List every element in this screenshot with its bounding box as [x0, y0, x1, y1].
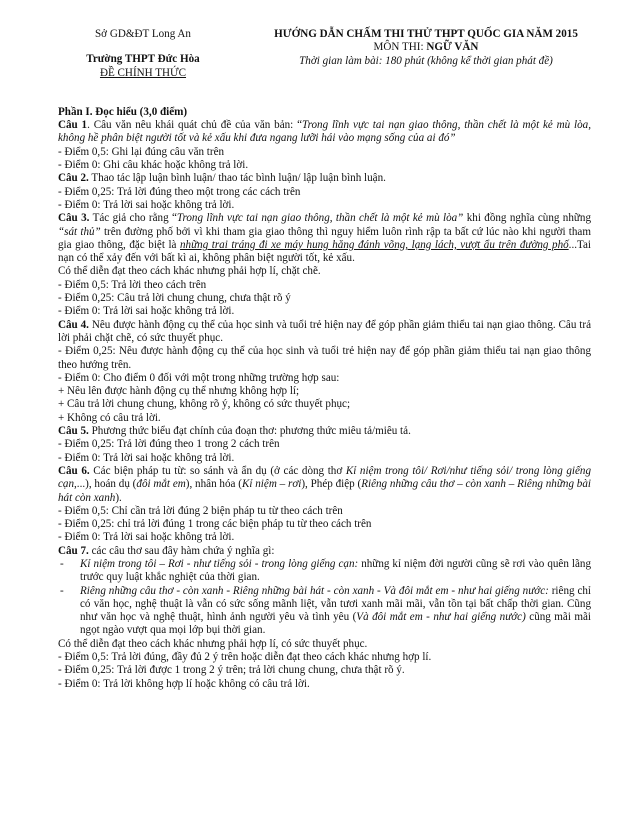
question-label: Câu 4.: [58, 318, 89, 331]
exam-time: Thời gian làm bài: 180 phút (không kể thời gian phát đề): [299, 54, 553, 67]
list-bullet: -: [60, 584, 64, 597]
quote: Và đôi mắt em - như hai giếng nước): [356, 611, 526, 624]
subject-name: NGỮ VĂN: [426, 41, 479, 54]
quote: đôi mắt em: [136, 478, 186, 491]
question-label: Câu 1: [58, 119, 88, 132]
question-text: ), nhân hóa (: [185, 478, 242, 491]
question-text: . Câu văn nêu khái quát chủ đề của văn bản: “: [87, 119, 303, 132]
question-text: trên đường phố bởi vì khi tham gia giao thông thì nguy hiểm luôn rình rập ta bất cứ lúc nào khi người tham gia giao thông, đặc biệt là: [58, 225, 591, 251]
score-line: - Điểm 0,5: Trả lời đúng, đầy đủ 2 ý trên hoặc diễn đạt theo cách khác nhưng hợp lí.: [58, 651, 432, 664]
part-heading: Phần I. Đọc hiểu (3,0 điểm): [58, 105, 188, 118]
question-3: [58, 212, 591, 265]
question-text: ...Tai nạn có thể xảy đến với bất kì ai, không phân biệt người tốt, kẻ xấu.: [58, 238, 591, 265]
question-7: [58, 545, 591, 558]
quote: Kỉ niệm trong tôi – Rơi - như tiếng sỏi - trong lòng giếng cạn:: [80, 557, 359, 570]
question-label: Câu 6.: [58, 464, 90, 477]
score-line: - Điểm 0,25: Trả lời được 1 trong 2 ý trên; trả lời chung chung, chưa thật rõ ý.: [58, 664, 405, 677]
question-label: Câu 5.: [58, 425, 89, 438]
score-line: - Điểm 0,25: Trả lời đúng theo một trong các cách trên: [58, 185, 301, 198]
question-text: ), Phép điệp (: [301, 478, 362, 491]
list-bullet: -: [60, 557, 64, 570]
question-text: Tác giả cho rằng “: [89, 212, 177, 225]
question-5: [58, 425, 591, 438]
question-text: Thao tác lập luận bình luận/ thao tác bình luận/ lập luận bình luận.: [88, 172, 386, 185]
question-label: Câu 7.: [58, 544, 89, 557]
list-item: [58, 558, 591, 585]
score-line: - Điểm 0,5: Ghi lại đúng câu văn trên: [58, 145, 225, 158]
subject-prefix: MÔN THI:: [373, 41, 427, 54]
quote: Trong lĩnh vực tai nạn giao thông, thần chết là một kẻ mù lòa”: [176, 212, 464, 225]
note-line: Có thể diễn đạt theo cách khác nhưng phải hợp lí, có sức thuyết phục.: [58, 637, 368, 650]
question-text: Các biện pháp tu từ: so sánh và ẩn dụ (ở các dòng thơ: [89, 464, 346, 477]
school-name: Trường THPT Đức Hòa: [86, 53, 200, 66]
score-line: - Điểm 0,5: Trả lời theo cách trên: [58, 278, 207, 291]
score-line: - Điểm 0: Trả lời sai hoặc không trả lời.: [58, 451, 235, 464]
score-line: - Điểm 0: Trả lời không hợp lí hoặc không có câu trả lời.: [58, 677, 310, 690]
quote: Kỉ niệm – rơi: [241, 478, 302, 491]
score-line: - Điểm 0: Trả lời sai hoặc không trả lời.: [58, 305, 235, 318]
score-line: - Điểm 0,25: Trả lời đúng theo 1 trong 2 cách trên: [58, 438, 280, 451]
score-line: - Điểm 0: Ghi câu khác hoặc không trả lời.: [58, 159, 249, 172]
question-text: Phương thức biểu đạt chính của đoạn thơ: phương thức miêu tả/miêu tả.: [88, 425, 411, 438]
answer-text: những kỉ niệm đời người cũng sẽ rơi vào quên lãng trước quy luật khắc nghiệt của thời gian.: [80, 557, 591, 584]
question-text: ).: [115, 491, 122, 504]
case-line: + Không có câu trả lời.: [58, 411, 161, 424]
score-line: - Điểm 0: Trả lời sai hoặc không trả lời.: [58, 198, 235, 211]
official-label: ĐỀ CHÍNH THỨC: [99, 66, 187, 79]
case-line: + Câu trả lời chung chung, không rõ ý, không có sức thuyết phục;: [58, 398, 351, 411]
score-line: - Điểm 0: Cho điểm 0 đối với một trong những trường hợp sau:: [58, 371, 340, 384]
quote: Trong lĩnh vực tai nạn giao thông, thần chết là một kẻ mù lòa, không hề phân biệt người tốt và kẻ xấu khi đưa ngang lưỡi hái vào mạng sống của ai đó”: [58, 119, 591, 145]
question-1: [58, 119, 591, 146]
quote: Riêng những câu thơ - còn xanh - Riêng những bài hát - còn xanh - Và đôi mắt em - như hai giếng nước:: [80, 584, 549, 597]
score-line: - Điểm 0,25: Nêu được hành động cụ thể của học sinh và tuổi trẻ hiện nay để góp phần giảm thiểu tai nạn giao thông theo hướng trên.: [58, 345, 591, 371]
answer-text: riêng chỉ có văn học, nghệ thuật là vẫn có sức sống mãnh liệt, vẫn tươi xanh mãi mãi, vẫn tồn tại bất chấp thời gian. Cũng như văn học và nghệ thuật, hình ảnh người yêu và tình yêu (: [80, 584, 591, 624]
document-header: [58, 28, 591, 80]
list-item-text: [80, 585, 591, 638]
score-line: - Điểm 0,5: Chỉ cần trả lời đúng 2 biện pháp tu từ theo cách trên: [58, 504, 343, 517]
question-4: [58, 319, 591, 346]
question-label: Câu 3.: [58, 212, 90, 225]
score-line: - Điểm 0: Trả lời sai hoặc không trả lời.: [58, 531, 235, 544]
question-text: Nêu được hành động cụ thể của học sinh và tuổi trẻ hiện nay để góp phần giảm thiểu tai nạn giao thông. Câu trả lời phải chặt chẽ, có sức thuyết phục.: [58, 318, 591, 344]
header-left: [58, 28, 228, 80]
case-line: + Nêu lên được hành động cụ thể nhưng không hợp lí;: [58, 385, 300, 398]
quote: “sát thủ”: [58, 225, 101, 238]
quote: Riêng những câu thơ – còn xanh – Riêng những bài hát còn xanh: [58, 478, 591, 504]
header-right: [261, 28, 591, 80]
score-line: - Điểm 0,25: chỉ trả lời đúng 1 trong các biện pháp tu từ theo cách trên: [58, 518, 372, 531]
question-6: [58, 465, 591, 505]
document-body: [58, 106, 591, 691]
question-label: Câu 2.: [58, 172, 89, 185]
question-2: [58, 172, 591, 185]
list-item: [58, 585, 591, 638]
list-item-text: [80, 558, 591, 585]
answer-text: cũng mãi mãi ngọt ngào vượt qua mọi lớp bụi thời gian.: [80, 611, 592, 637]
question-text: khi đồng nghĩa cùng những: [463, 212, 591, 225]
exam-subject: [261, 41, 591, 54]
department-name: Sở GD&ĐT Long An: [95, 28, 191, 40]
question-text: các câu thơ sau đây hàm chứa ý nghĩa gì:: [88, 544, 275, 557]
score-line: - Điểm 0,25: Câu trả lời chung chung, chưa thật rõ ý: [58, 292, 291, 305]
question-text: ,...), hoán dụ (: [74, 478, 137, 491]
quote: Kỉ niệm trong tôi/ Rơi/như tiếng sỏi/ trong lòng giếng cạn: [58, 464, 591, 491]
quote: những trai tráng đi xe máy hung hăng đánh võng, lạng lách, vượt ẩu trên đường phố: [180, 238, 569, 251]
document-title: HƯỚNG DẪN CHẤM THI THỬ THPT QUỐC GIA NĂM 2015: [274, 28, 578, 40]
note-line: Có thể diễn đạt theo cách khác nhưng phải hợp lí, chặt chẽ.: [58, 265, 321, 278]
